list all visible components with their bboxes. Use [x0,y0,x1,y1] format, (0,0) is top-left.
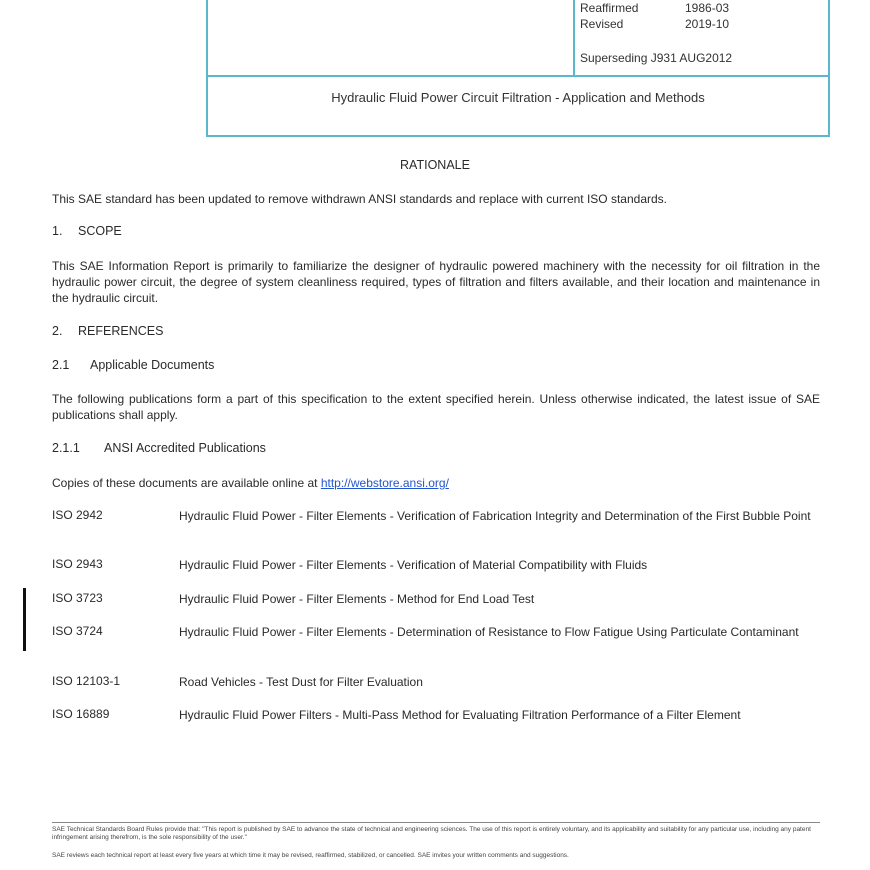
reference-description: Hydraulic Fluid Power - Filter Elements - Method for End Load Test [179,592,535,606]
reaffirmed-label: Reaffirmed [580,1,639,15]
footer-usage-notice: SAE Technical Standards Board Rules provide that: "This report is published by SAE to advance the state of technical and engineering sciences. The use of this report is entirely voluntary, and its applicability and suitability for any particular use, including any patent infringement arising therefrom, is the sole responsibility of the user." [52,826,811,841]
reaffirmed-row [580,1,729,15]
reference-description: Hydraulic Fluid Power - Filter Elements - Determination of Resistance to Flow Fatigue Using Particulate Contaminant [179,625,799,639]
scope-title: SCOPE [78,224,122,238]
reference-id: ISO 3723 [52,591,103,605]
rationale-heading: RATIONALE [400,158,470,172]
superseding-note: Superseding J931 AUG2012 [580,51,733,65]
document-title: Hydraulic Fluid Power Circuit Filtration - Application and Methods [331,90,705,105]
header-top-section [208,0,828,77]
scope-heading [52,224,122,238]
applicable-documents-title: Applicable Documents [90,358,215,372]
revised-row [580,17,729,31]
rationale-text: This SAE standard has been updated to remove withdrawn ANSI standards and replace with current ISO standards. [52,192,668,206]
copies-lead-text: Copies of these documents are available online at [52,476,321,490]
ansi-publications-title: ANSI Accredited Publications [104,441,266,455]
header-divider [573,0,575,75]
document-header [206,0,830,137]
footer-divider [52,822,820,823]
footer-review-notice: SAE reviews each technical report at least every five years at which time it may be revised, reaffirmed, stabilized, or cancelled. SAE invites your written comments and suggestions. [52,852,569,859]
applicable-documents-number: 2.1 [52,358,70,372]
reference-id: ISO 16889 [52,707,110,721]
reference-description: Hydraulic Fluid Power - Filter Elements - Verification of Material Compatibility with Fluids [179,558,648,572]
references-title: REFERENCES [78,324,164,338]
reference-description: Hydraulic Fluid Power Filters - Multi-Pass Method for Evaluating Filtration Performance of a Filter Element [179,708,741,722]
reference-description: Road Vehicles - Test Dust for Filter Evaluation [179,675,423,689]
reference-description: Hydraulic Fluid Power - Filter Elements - Verification of Fabrication Integrity and Determination of the First Bubble Point [179,509,811,523]
applicable-documents-heading [52,358,214,372]
revised-label: Revised [580,17,624,31]
scope-number: 1. [52,224,63,238]
scope-text: This SAE Information Report is primarily to familiarize the designer of hydraulic powered machinery with the necessity for oil filtration in the hydraulic power circuit, the degree of system cleanliness required, types of filtration and filters available, and their location and maintenance in the hydraulic circuit. [52,259,820,305]
revised-date: 2019-10 [685,17,730,31]
ansi-publications-number: 2.1.1 [52,441,80,455]
ansi-copies-text [52,475,820,491]
applicable-documents-text: The following publications form a part of this specification to the extent specified herein. Unless otherwise indicated, the latest issue of SAE publications shall apply. [52,392,820,422]
references-heading [52,324,163,338]
reference-id: ISO 2943 [52,557,103,571]
references-number: 2. [52,324,63,338]
reference-id: ISO 2942 [52,508,103,522]
reaffirmed-date: 1986-03 [685,1,730,15]
ansi-publications-heading [52,441,266,455]
revision-change-bar [23,588,26,651]
reference-id: ISO 12103-1 [52,674,121,688]
reference-id: ISO 3724 [52,624,103,638]
ansi-webstore-link[interactable]: http://webstore.ansi.org/ [320,476,449,490]
